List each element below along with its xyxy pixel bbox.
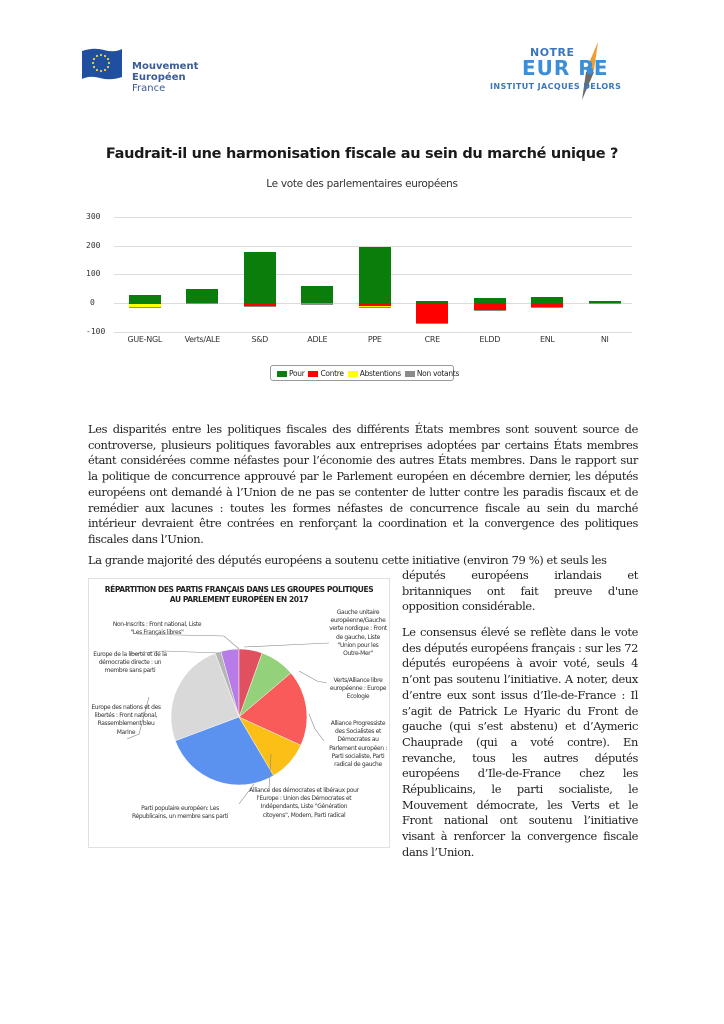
bar-segment [416, 323, 448, 324]
pie-label-adle: Alliance des démocrates et libéraux pour l'Europe : Union des Démocrates et Indépendants, Liste "Génération citoyens", Modem, Parti radical [249, 787, 359, 819]
bar-segment [244, 306, 276, 307]
mouvement-europeen-logo [80, 45, 210, 100]
x-axis-label: ADLE [307, 335, 328, 344]
bar-segment [359, 247, 391, 303]
bar-segment [129, 295, 161, 303]
bar-segment [244, 252, 276, 303]
bar-segment [474, 303, 506, 310]
bar-segment [129, 307, 161, 308]
bar-segment [416, 303, 448, 323]
paragraph-consensus: Le consensus élevé se reflète dans le vote des députés européens français : sur les 72 députés européens à avoir voté, seuls 4 n’ont pas soutenu l’initiative. A noter, deux d’entre eux sont issus d’Ile-de-France : Il s’agit de Patrick Le Hyaric du Front de gauche (qui s’est abstenu) et d’Aymeric Chauprade (qui a voté contre). En revanche, tous les autres députés européens d’Ile-de-France chez les Républicains, le parti socialiste, le Mouvement démocrate, les Verts et le Front national ont soutenu l’initiative visant à renforcer la convergence fiscale dans l’Union. [402, 625, 638, 859]
legend-item-non-votants [405, 369, 459, 378]
pie-title-line-2: AU PARLEMENT EUROPÉEN EN 2017 [169, 595, 309, 604]
bar-segment [474, 310, 506, 311]
x-axis-label: S&D [251, 335, 269, 344]
legend-label: Non votants [416, 368, 460, 378]
legend-swatch [308, 371, 318, 377]
x-axis-label: GUE-NGL [127, 335, 163, 344]
y-tick: 200 [86, 241, 101, 250]
logo-europe: EUR PE [522, 56, 609, 80]
legend-label: Contre [320, 368, 344, 378]
y-tick: -100 [86, 327, 106, 336]
logo-notre: NOTRE [530, 46, 575, 59]
legend-swatch [348, 371, 358, 377]
x-axis-label: NI [600, 335, 609, 344]
bar-segment [186, 303, 218, 304]
legend-swatch [277, 371, 287, 377]
bar-segment [359, 307, 391, 308]
pie-label-sd: Alliance Progressiste des Socialistes et Démocrates au Parlement européen : Parti socialiste, Parti radical de gauche [329, 720, 387, 769]
y-tick: 300 [86, 212, 101, 221]
legend-label: Pour [289, 368, 305, 378]
logo-line-2: Européen [132, 72, 186, 83]
chart-legend [270, 365, 460, 381]
paragraph-majority: La grande majorité des députés européens a soutenu cette initiative (environ 79 %) et seuls les [88, 553, 607, 567]
bar-segment [301, 303, 333, 305]
paragraph-intro: Les disparités entre les politiques fiscales des différents États membres sont souvent source de controverse, plusieurs politiques favorables aux entreprises adoptées par certains États membres étant considérées comme néfastes pour l’économie des autres États membres. Dans le rapport sur la politique de concurrence approuvé par le Parlement européen en décembre dernier, les députés européens ont demandé à l’Union de ne pas se contenter de lutter contre les paradis fiscaux et de remédier aux lacunes : toutes les formes néfastes de concurrence fiscale au sein du marché intérieur devraient être contrées en renforçant la coordination et la convergence des politiques fiscales dans l’Union. [88, 422, 638, 546]
legend-item-abstentions [348, 369, 401, 378]
pie-title-line-1: RÉPARTITION DES PARTIS FRANÇAIS DANS LES GROUPES POLITIQUES [104, 585, 374, 594]
pie-label-gue: Gauche unitaire européenne/Gauche verte nordique : Front de gauche, Liste "Union pour les Outre-Mer" [329, 609, 387, 658]
x-axis-label: PPE [367, 335, 382, 344]
paragraph-opposition: députés européens irlandais et britanniques ont fait preuve d'une opposition considérable. [402, 568, 638, 614]
bar-segment [531, 307, 563, 308]
eu-flag-icon [80, 47, 124, 81]
x-axis-label: CRE [424, 335, 440, 344]
x-axis-label: ENL [539, 335, 555, 344]
gridline [114, 332, 632, 333]
y-tick: 100 [86, 269, 101, 278]
logo-line-3: France [132, 83, 166, 94]
mouvement-europeen-wordmark [132, 61, 198, 94]
legend-item-pour [277, 369, 304, 378]
legend-label: Abstentions [359, 368, 401, 378]
pie-label-enl: Europe des nations et des libertés : Front national, Rassemblement bleu Marine [91, 704, 161, 736]
legend-swatch [405, 371, 415, 377]
x-axis-label: ELDD [479, 335, 501, 344]
chart-subtitle: Le vote des parlementaires européens [266, 178, 458, 190]
x-axis-label: Verts/ALE [184, 335, 220, 344]
pie-label-eldd: Europe de la liberté et de la démocratie directe : un membre sans parti [93, 651, 167, 675]
vote-bar-chart [86, 208, 646, 358]
gridline [114, 217, 632, 218]
page-title: Faudrait-il une harmonisation fiscale au sein du marché unique ? [105, 146, 619, 162]
pie-chart-card [88, 578, 390, 848]
bar-segment [301, 286, 333, 303]
pie-label-ni: Non-Inscrits : Front national, Liste "Les Français libres" [112, 621, 202, 637]
pie-label-ppe: Parti populaire européen: Les Républicains, un membre sans parti [131, 805, 229, 821]
logo-institut: INSTITUT JACQUES DELORS [490, 82, 622, 91]
bar-segment [186, 289, 218, 303]
y-tick: 0 [90, 298, 95, 307]
pie-label-verts: Verts/Alliance libre européenne : Europe Ecologie [329, 677, 387, 701]
legend-item-contre [308, 369, 343, 378]
notre-europe-logo [490, 38, 650, 98]
bar-segment [589, 303, 621, 304]
logo-line-1: Mouvement [132, 61, 199, 72]
